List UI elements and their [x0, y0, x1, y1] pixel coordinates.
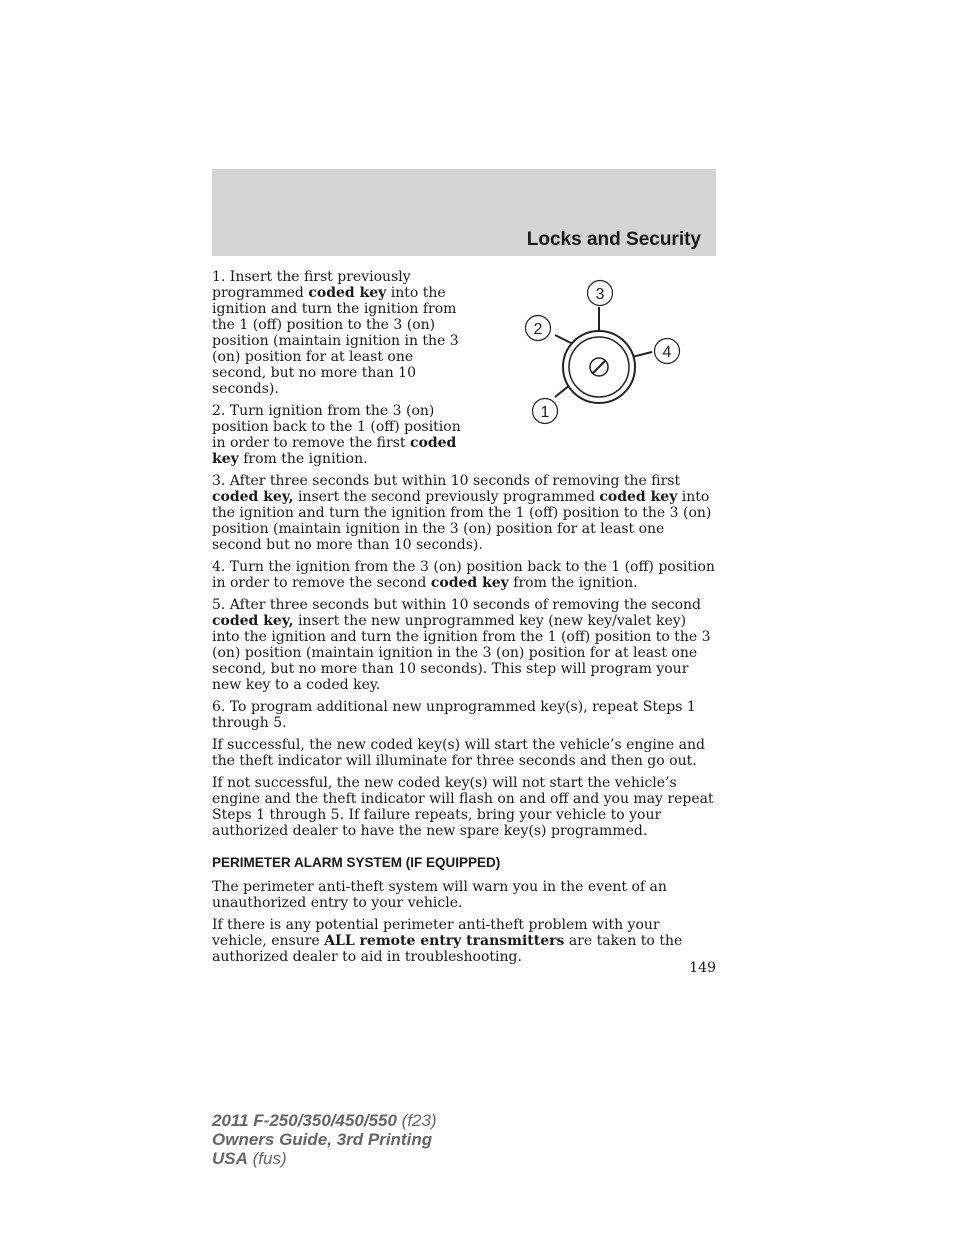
- position-label-3: [588, 281, 613, 306]
- failure-paragraph: If not successful, the new coded key(s) will not start the vehicle’s engine and the theft indicator will flash on and off and you may repeat Steps 1 through 5. If failure repeats, bring your vehicle to your authorized dealer to have the new spare key(s) programmed.: [212, 775, 714, 839]
- footer-line-3: USA (fus): [212, 1149, 287, 1168]
- step-3: 3. After three seconds but within 10 seconds of removing the first coded key, insert the second previously programmed coded key into the ignition and turn the ignition from the 1 (off) position to the 3 (on) position (maintain ignition in the 3 (on) position for at least one second but no more than 10 seconds).: [212, 473, 712, 553]
- step-1: 1. Insert the first previously programmed coded key into the ignition and turn the ignition from the 1 (off) position to the 3 (on) position (maintain ignition in the 3 (on) position for at least one second, but no more than 10 seconds).: [212, 269, 459, 397]
- perimeter-paragraph-2: If there is any potential perimeter anti-theft problem with your vehicle, ensure ALL remote entry transmitters are taken to the authorized dealer to aid in troubleshooting.: [212, 917, 683, 965]
- footer-line-1: 2011 F-250/350/450/550 (f23): [212, 1111, 437, 1130]
- svg-text:3: 3: [595, 286, 605, 303]
- step-2: 2. Turn ignition from the 3 (on) position back to the 1 (off) position in order to remove the first coded key from the ignition.: [212, 403, 461, 467]
- section-title: Locks and Security: [526, 229, 701, 250]
- ignition-diagram: [515, 275, 695, 435]
- section-header-bar: [212, 169, 716, 256]
- svg-text:2: 2: [533, 321, 543, 338]
- svg-text:1: 1: [540, 404, 550, 421]
- step-4: 4. Turn the ignition from the 3 (on) position back to the 1 (off) position in order to remove the second coded key from the ignition.: [212, 559, 715, 591]
- footer-line-2: Owners Guide, 3rd Printing: [212, 1130, 433, 1149]
- page-number: 149: [689, 960, 716, 976]
- position-label-2: [526, 316, 551, 341]
- success-paragraph: If successful, the new coded key(s) will start the vehicle’s engine and the theft indicator will illuminate for three seconds and then go out.: [212, 737, 705, 769]
- document-footer: [212, 1111, 437, 1168]
- perimeter-paragraph-1: The perimeter anti-theft system will warn you in the event of an unauthorized entry to your vehicle.: [212, 879, 667, 911]
- position-label-4: [655, 339, 680, 364]
- key-slot-icon: [590, 358, 608, 376]
- svg-text:4: 4: [662, 344, 672, 361]
- step-5: 5. After three seconds but within 10 seconds of removing the second coded key, insert the new unprogrammed key (new key/valet key) into the ignition and turn the ignition from the 1 (off) position to the 3 (on) position (maintain ignition in the 3 (on) position for at least one second, but no more than 10 seconds). This step will program your new key to a coded key.: [212, 597, 711, 693]
- section-heading: PERIMETER ALARM SYSTEM (IF EQUIPPED): [212, 855, 501, 870]
- position-label-1: [533, 399, 558, 424]
- step-6: 6. To program additional new unprogrammed key(s), repeat Steps 1 through 5.: [212, 699, 696, 731]
